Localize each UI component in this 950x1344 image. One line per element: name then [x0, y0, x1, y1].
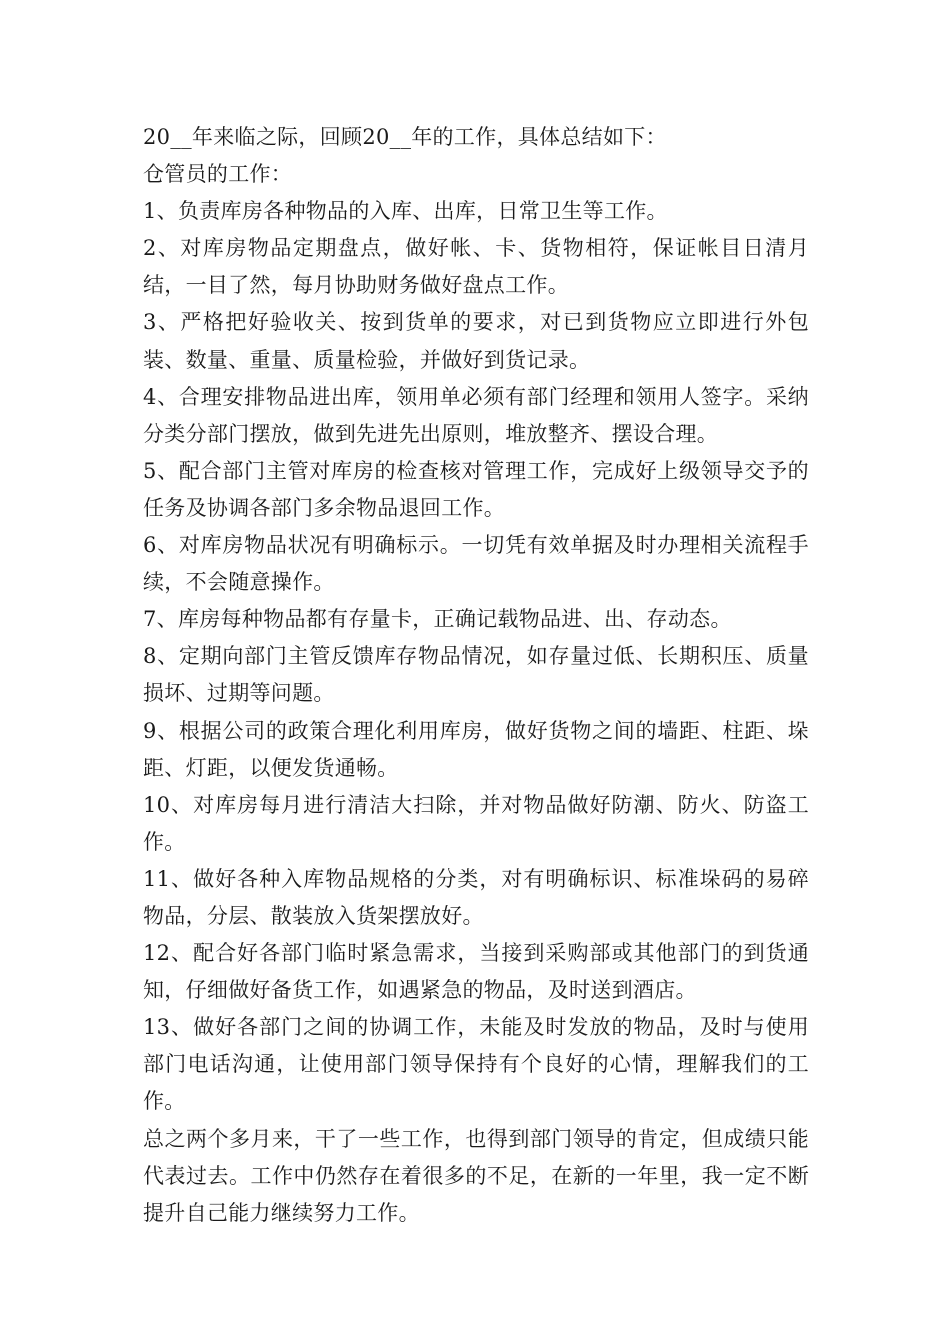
- list-item: 1、负责库房各种物品的入库、出库，日常卫生等工作。: [143, 199, 668, 224]
- list-item: 9、根据公司的政策合理化利用库房，做好货物之间的墙距、柱距、垛距、灯距，以便发货通畅。: [143, 718, 809, 780]
- section-title: 仓管员的工作：: [143, 162, 293, 187]
- list-item: 7、库房每种物品都有存量卡，正确记载物品进、出、存动态。: [143, 607, 732, 632]
- list-item: 3、严格把好验收关、按到货单的要求，对已到货物应立即进行外包装、数量、重量、质量检验，并做好到货记录。: [143, 310, 809, 372]
- list-item: 4、合理安排物品进出库，领用单必须有部门经理和领用人签字。采纳分类分部门摆放，做到先进先出原则，堆放整齐、摆设合理。: [143, 384, 809, 446]
- list-item: 6、对库房物品状况有明确标示。一切凭有效单据及时办理相关流程手续，不会随意操作。: [143, 533, 809, 595]
- list-item: 5、配合部门主管对库房的检查核对管理工作，完成好上级领导交予的任务及协调各部门多余物品退回工作。: [143, 458, 809, 520]
- intro-paragraph: 20__年来临之际，回顾20__年的工作，具体总结如下：: [143, 125, 667, 149]
- list-item: 10、对库房每月进行清洁大扫除，并对物品做好防潮、防火、防盗工作。: [143, 792, 809, 854]
- conclusion-paragraph: 总之两个多月来，干了一些工作，也得到部门领导的肯定，但成绩只能代表过去。工作中仍然存在着很多的不足，在新的一年里，我一定不断提升自己能力继续努力工作。: [143, 1126, 809, 1225]
- list-item: 2、对库房物品定期盘点，做好帐、卡、货物相符，保证帐目日清月结，一目了然，每月协助财务做好盘点工作。: [143, 236, 809, 298]
- list-item: 13、做好各部门之间的协调工作，未能及时发放的物品，及时与使用部门电话沟通，让使用部门领导保持有个良好的心情，理解我们的工作。: [143, 1015, 809, 1114]
- list-item: 11、做好各种入库物品规格的分类，对有明确标识、标准垛码的易碎物品，分层、散装放入货架摆放好。: [143, 866, 809, 928]
- list-item: 8、定期向部门主管反馈库存物品情况，如存量过低、长期积压、质量损坏、过期等问题。: [143, 644, 809, 706]
- list-item: 12、配合好各部门临时紧急需求，当接到采购部或其他部门的到货通知，仔细做好备货工作，如遇紧急的物品，及时送到酒店。: [143, 941, 809, 1003]
- document-body: [143, 119, 809, 1232]
